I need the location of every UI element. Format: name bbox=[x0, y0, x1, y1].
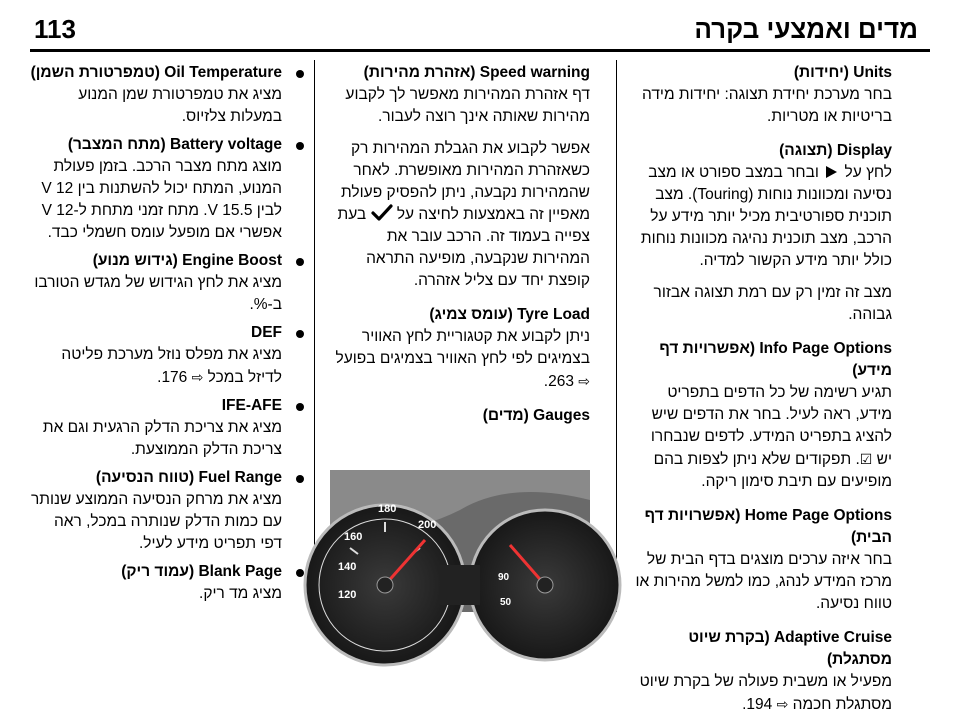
def-title: DEF bbox=[251, 324, 282, 341]
header-rule bbox=[30, 49, 930, 52]
column-middle bbox=[328, 62, 590, 427]
gauge-label: 200 bbox=[418, 519, 437, 531]
bullet-icon bbox=[296, 330, 304, 338]
info-page-options-text bbox=[632, 382, 892, 493]
oil-temperature-text: מציג את טמפרטורת שמן המנוע במעלות צלזיוס. bbox=[78, 86, 282, 125]
def-text: מציג את מפלס נוזל מערכת פליטה לדיזל במכל ⇨ 176. bbox=[61, 346, 282, 386]
gauge-label: 180 bbox=[378, 503, 397, 515]
tyre-text-a: ניתן לקבוע את קטגוריית לחץ האוויר בצמיגים לפי לחץ האוויר בצמיגים בפועל bbox=[335, 328, 590, 367]
speed-warning-title: Speed warning (אזהרת מהירות) bbox=[363, 64, 590, 81]
home-page-options-text: בחר איזה ערכים מוצגים בדף הבית של מרכז המידע לנהג, כמו למשל מהירות או טווח נסיעה. bbox=[635, 551, 892, 612]
ife-afe-text: מציג את צריכת הדלק הרגעית וגם את צריכת הדלק הממוצעת. bbox=[42, 419, 282, 458]
speed-text-2a: אפשר לקבוע את הגבלת המהירות רק כשאזהרת המהירות מאופשרת. לאחר שהמהירות נקבעה, ניתן להפסיק פעולת מאפיין זה באמצעות לחיצה על bbox=[341, 140, 590, 223]
tyre-ref[interactable]: 263 bbox=[548, 373, 574, 390]
column-divider-left bbox=[314, 60, 315, 612]
info-text-b: . תפקודים שלא ניתן לצפות בהם מופיעים עם תיבת סימון ריקה. bbox=[653, 451, 892, 490]
gauge-label: 90 bbox=[498, 572, 510, 583]
gauge-label: 140 bbox=[338, 561, 357, 573]
list-item bbox=[30, 134, 304, 244]
units-title: Units (יחידות) bbox=[793, 64, 892, 81]
blank-page-title: Blank Page (עמוד ריק) bbox=[121, 563, 282, 580]
adaptive-cruise-title: Adaptive Cruise (בקרת שיוט מסתגלת) bbox=[688, 629, 892, 668]
ife-afe-title: IFE-AFE bbox=[221, 397, 282, 414]
def-ref[interactable]: 176 bbox=[161, 369, 188, 386]
list-item bbox=[30, 250, 304, 316]
page-reference-icon: ⇨ bbox=[578, 373, 590, 389]
display-text-a: לחץ על bbox=[844, 164, 892, 181]
bullet-icon bbox=[296, 258, 304, 266]
gauge-label: 160 bbox=[344, 531, 363, 543]
list-item bbox=[30, 561, 304, 605]
def-text-a: מציג את מפלס נוזל מערכת פליטה לדיזל במכל bbox=[61, 346, 282, 386]
speed-warning-text-2 bbox=[328, 138, 590, 292]
bullet-icon bbox=[296, 70, 304, 78]
speed-text-2b: בעת צפייה בעמוד זה. הרכב עובר את המהירות שנקבעה, מופיעה התראה קופצת יחד עם צליל אזהרה. bbox=[337, 206, 590, 289]
battery-voltage-text: מוצג מתח מצבר הרכב. בזמן פעולת המנוע, המתח יכול להשתנות בין 12 V לבין 15.5 V. מתח זמני מתחת ל-12 V אפשרי אם מופעל עומס חשמלי כבד. bbox=[41, 158, 282, 241]
adaptive-ref[interactable]: 194 bbox=[746, 696, 773, 713]
display-text-b: ובחר במצב ספורט או מצב נסיעה ומכוונות נוחות (Touring). מצב תוכנית ספורטיבית מכיל יותר מידע על הרכב, מצב תוכנית נהיגה מכוונות נוחות כולל יותר מידע הקשור למדיה. bbox=[640, 164, 892, 269]
display-text-2: מצב זה זמין רק עם רמת תצוגה אבזור גבוהה. bbox=[653, 284, 892, 323]
adaptive-cruise-text: מפעיל או משבית פעולה של בקרת שיוט מסתגלת חכמה ⇨ 194. bbox=[639, 673, 892, 713]
gauge-cluster-illustration bbox=[330, 470, 590, 612]
bullet-icon bbox=[296, 142, 304, 150]
gauge-label: 50 bbox=[500, 597, 512, 608]
play-icon bbox=[826, 166, 837, 178]
battery-voltage-title: Battery voltage (מתח המצבר) bbox=[67, 136, 282, 153]
oil-temperature-title: Oil Temperature (טמפרטורת השמן) bbox=[30, 64, 282, 81]
bullet-icon bbox=[296, 475, 304, 483]
chapter-title: מדים ואמצעי בקרה bbox=[694, 14, 918, 44]
info-text-a: תגיע רשימה של כל הדפים בתפריט מידע, ראה לעיל. בחר את הדפים שיש להציג בתפריט המידע. לדפים שנבחרו יש bbox=[650, 384, 892, 468]
list-item bbox=[30, 322, 304, 389]
gauge-cluster-photo bbox=[330, 470, 590, 612]
column-divider-right bbox=[616, 60, 617, 612]
page-reference-icon: ⇨ bbox=[191, 369, 204, 385]
speed-warning-text-1: דף אזהרת המהירות מאפשר לך לקבוע מהירות שאותה אינך רוצה לעבור. bbox=[345, 86, 590, 125]
list-item bbox=[30, 395, 304, 461]
display-title: Display (תצוגה) bbox=[779, 142, 892, 159]
tyre-load-title: Tyre Load (עומס צמיג) bbox=[429, 306, 590, 323]
fuel-range-text: מציג את מרחק הנסיעה הממוצע שנותר עם כמות הדלק שנותרה במכל, ראה דפי תפריט מידע לעיל. bbox=[30, 491, 282, 552]
units-text: בחר מערכת יחידת תצוגה: יחידות מידה בריטיות או מטריות. bbox=[641, 86, 892, 125]
checkbox-checked-icon: ☑ bbox=[859, 451, 873, 467]
adaptive-text-a: מפעיל או משבית פעולה של בקרת שיוט מסתגלת חכמה bbox=[639, 673, 892, 713]
bullet-icon bbox=[296, 403, 304, 411]
gauges-title: Gauges (מדים) bbox=[482, 407, 590, 424]
column-left bbox=[30, 62, 304, 605]
checkmark-icon bbox=[371, 204, 393, 222]
engine-boost-title: Engine Boost (גידוש מנוע) bbox=[92, 252, 282, 269]
fuel-range-title: Fuel Range (טווח הנסיעה) bbox=[95, 469, 282, 486]
list-item bbox=[30, 467, 304, 555]
blank-page-text: מציג מד ריק. bbox=[199, 585, 282, 602]
display-text bbox=[632, 162, 892, 272]
gauge-label: 120 bbox=[338, 589, 357, 601]
tyre-load-text: ניתן לקבוע את קטגוריית לחץ האוויר בצמיגים לפי לחץ האוויר בצמיגים בפועל ⇨ 263. bbox=[335, 328, 590, 390]
column-right bbox=[632, 62, 892, 716]
home-page-options-title: Home Page Options (אפשרויות דף הבית) bbox=[644, 507, 892, 546]
page-number: 113 bbox=[34, 14, 76, 44]
engine-boost-text: מציג את לחץ הגידוש של מגדש הטורבו ב-%. bbox=[34, 274, 282, 313]
page-reference-icon: ⇨ bbox=[776, 696, 789, 712]
page-header bbox=[0, 0, 960, 50]
bullet-icon bbox=[296, 569, 304, 577]
list-item bbox=[30, 62, 304, 128]
info-page-options-title: Info Page Options (אפשרויות דף מידע) bbox=[659, 340, 892, 379]
